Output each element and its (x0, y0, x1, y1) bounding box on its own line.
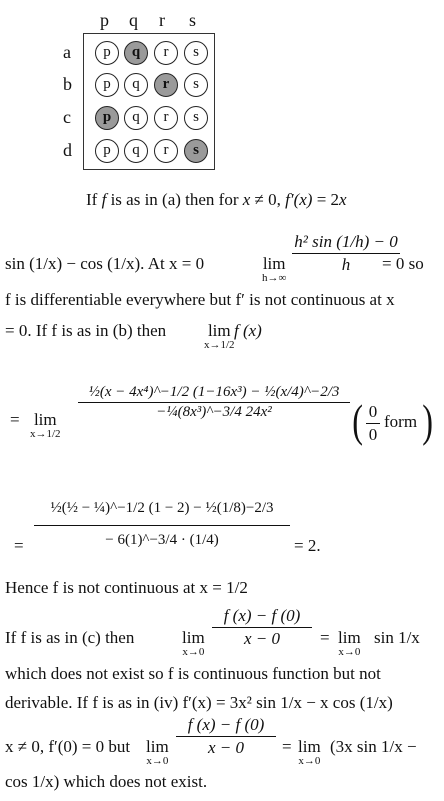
var-f: f (101, 190, 107, 209)
bubble-c-p[interactable]: p (95, 106, 119, 130)
line-9-text: x ≠ 0, f′(0) = 0 but (5, 737, 131, 756)
paren-left: ( (352, 395, 364, 446)
denominator: − 6(1)^−3/4 · (1/4) (105, 532, 219, 548)
line-4-text: = 0. If f is as in (b) then (5, 321, 167, 340)
bubble-c-r[interactable]: r (154, 106, 178, 130)
bubble-b-p[interactable]: p (95, 73, 119, 97)
numerator: h² sin (1/h) − 0 (294, 232, 398, 251)
bubble-a-r[interactable]: r (154, 41, 178, 65)
bubble-d-r[interactable]: r (154, 139, 178, 163)
limit-h (262, 254, 286, 284)
lim-word: lim (298, 737, 321, 756)
text: = 2 (312, 190, 340, 209)
zero-over-zero (366, 402, 380, 445)
lim-word: lim (33, 410, 57, 429)
limit-x-0 (182, 628, 205, 658)
line-5: Hence f is not continuous at x = 1/2 (5, 578, 248, 597)
lim-word: lim (146, 737, 169, 756)
column-header-r: r (159, 10, 165, 30)
bubble-c-q[interactable]: q (124, 106, 148, 130)
difference-quotient (176, 715, 276, 758)
equals-sign: = (320, 628, 330, 647)
numerator: f (x) − f (0) (223, 606, 301, 625)
text: If (86, 190, 102, 209)
limit-x-0 (146, 737, 169, 767)
bubble-b-s[interactable]: s (184, 73, 208, 97)
row-label-a: a (63, 42, 71, 62)
denominator: x − 0 (243, 629, 281, 648)
column-header-p: p (100, 10, 109, 30)
row-label-d: d (63, 140, 72, 160)
equals-sign: = (14, 536, 24, 555)
line-8: derivable. If f is as in (iv) f′(x) = 3x² sin 1/x − x cos (1/x) (5, 693, 393, 712)
cos-expression: (3x sin 1/x − (330, 737, 417, 756)
fraction-evaluated (34, 500, 290, 549)
lim-subscript: x→0 (182, 646, 205, 658)
denominator: x − 0 (207, 738, 245, 757)
equals-sign: = (282, 737, 292, 756)
lim-subscript: x→0 (338, 646, 361, 658)
bubble-a-s[interactable]: s (184, 41, 208, 65)
limit-x-half (30, 410, 61, 440)
bubble-b-q[interactable]: q (124, 73, 148, 97)
bubble-d-p[interactable]: p (95, 139, 119, 163)
paren-right: ) (422, 395, 434, 446)
lim-subscript: x→1/2 (30, 428, 61, 440)
line-10: cos 1/x) which does not exist. (5, 772, 208, 791)
bubble-d-q[interactable]: q (124, 139, 148, 163)
column-header-q: q (129, 10, 138, 30)
row-label-c: c (63, 107, 71, 127)
var-x: x (242, 190, 251, 209)
lim-word: lim (182, 628, 205, 647)
denominator: −¼(8x³)^−3/4 24x² (156, 404, 272, 420)
line-6-text: If f is as in (c) then (5, 628, 135, 647)
bubble-c-s[interactable]: s (184, 106, 208, 130)
text: ≠ 0, (250, 190, 286, 209)
numerator: f (x) − f (0) (187, 715, 265, 734)
lim-subscript: x→0 (146, 755, 169, 767)
text: is as in (a) then for (106, 190, 243, 209)
lim-subscript: x→1/2 (204, 339, 235, 351)
line-7: which does not exist so f is continuous function but not (5, 664, 381, 683)
column-header-s: s (189, 10, 197, 30)
limit-x-0 (338, 628, 361, 658)
fx: f (x) (234, 321, 262, 340)
difference-quotient (212, 606, 312, 649)
sin-expression: sin 1/x (374, 628, 420, 647)
numerator: ½(x − 4x⁴)^−1/2 (1−16x³) − ½(x/4)^−2/3 (88, 384, 340, 400)
limit-x-0 (298, 737, 321, 767)
bubble-a-p[interactable]: p (95, 41, 119, 65)
lim-word: lim (338, 628, 361, 647)
bubble-b-r[interactable]: r (154, 73, 178, 97)
line-2-text: sin (1/x) − cos (1/x). At x = 0 (5, 254, 205, 273)
bubble-d-s[interactable]: s (184, 139, 208, 163)
row-label-b: b (63, 74, 72, 94)
denominator: h (341, 255, 351, 274)
line-2-tail: = 0 so (382, 254, 424, 273)
line-3: f is differentiable everywhere but f′ is not continuous at x (5, 290, 395, 309)
numerator: 0 (368, 402, 378, 421)
limit-x-half (204, 321, 235, 351)
lim-subscript: x→0 (298, 755, 321, 767)
lim-word: lim (207, 321, 231, 340)
numerator: ½(½ − ¼)^−1/2 (1 − 2) − ½(1/8)−2/3 (50, 500, 274, 516)
lim-word: lim (262, 254, 286, 273)
bubble-a-q[interactable]: q (124, 41, 148, 65)
lim-subscript: h→∞ (262, 272, 287, 284)
derivative: f′(x) (285, 190, 313, 209)
denominator: 0 (368, 425, 378, 444)
form-label: form (384, 412, 418, 431)
fraction-derivative (78, 384, 350, 421)
result: = 2. (294, 536, 321, 555)
var-x: x (339, 190, 347, 209)
equals-sign: = (10, 410, 20, 429)
line-1 (86, 190, 347, 210)
